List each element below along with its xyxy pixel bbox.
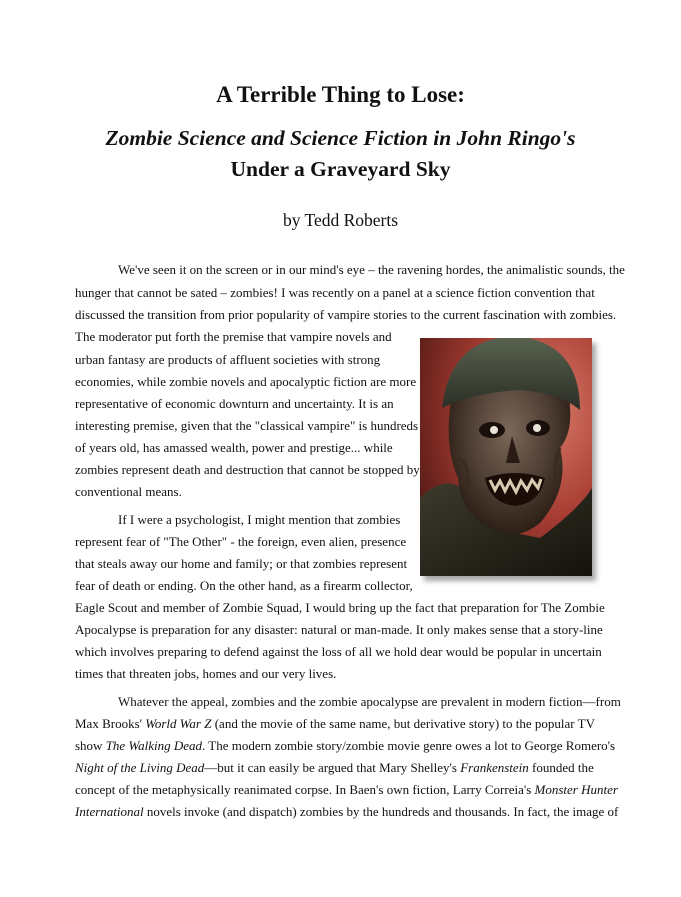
- text-line: discussed the transition from prior popularity of vampire stories to the current fascination with zombies.: [75, 307, 617, 322]
- text-line: The moderator put forth the premise that vampire novels and: [75, 329, 392, 344]
- zombie-illustration: [420, 338, 592, 576]
- text-line: conventional means.: [75, 484, 182, 499]
- article-subtitle: Zombie Science and Science Fiction in John Ringo's: [105, 126, 576, 150]
- text-line: economies, while zombie novels and apocalyptic fiction are more: [75, 374, 417, 389]
- article-subtitle-book: Under a Graveyard Sky: [230, 157, 451, 181]
- text-line: Whatever the appeal, zombies and the zombie apocalypse are prevalent in modern fiction—from: [118, 694, 621, 709]
- text-line: Eagle Scout and member of Zombie Squad, I would bring up the fact that preparation for The Zombie: [75, 600, 605, 615]
- text-line: hunger that cannot be sated – zombies! I was recently on a panel at a science fiction convention that: [75, 285, 595, 300]
- article-title: A Terrible Thing to Lose:: [216, 82, 465, 107]
- byline: by Tedd Roberts: [282, 210, 399, 230]
- text-line: show The Walking Dead. The modern zombie story/zombie movie genre owes a lot to George Romero's: [75, 738, 616, 753]
- text-line: fear of death or ending. On the other hand, as a firearm collector,: [75, 578, 413, 593]
- text-line: urban fantasy are products of affluent societies with strong: [75, 352, 381, 367]
- text-line: interesting premise, given that the "classical vampire" is hundreds: [75, 418, 419, 433]
- text-line: We've seen it on the screen or in our mind's eye – the ravening hordes, the animalistic sounds, the: [118, 262, 625, 277]
- text-line: Night of the Living Dead—but it can easily be argued that Mary Shelley's Frankenstein founded the: [75, 760, 594, 775]
- text-line: Max Brooks' World War Z (and the movie of the same name, but derivative story) to the popular TV: [75, 716, 595, 731]
- text-line: International novels invoke (and dispatch) zombies by the hundreds and thousands. In fact, the image of: [75, 804, 619, 819]
- text-line: zombies represent death and destruction that cannot be stopped by: [75, 462, 420, 477]
- text-line: that steals away our home and family; or that zombies represent: [75, 556, 408, 571]
- text-line: Apocalypse is preparation for any disaster: natural or man-made. It only makes sense that a story-line: [75, 622, 603, 637]
- text-line: represent fear of "The Other" - the foreign, even alien, presence: [75, 534, 407, 549]
- text-line: of years old, has amassed wealth, power and prestige... while: [75, 440, 393, 455]
- text-line: concept of the metaphysically reanimated corpse. In Baen's own fiction, Larry Correia's Monster Hunter: [75, 782, 618, 797]
- text-line: times that threaten jobs, homes and our very lives.: [75, 666, 337, 681]
- text-line: If I were a psychologist, I might mention that zombies: [118, 512, 401, 527]
- text-line: which involves preparing to defend against the loss of all we hold dear would be popular in uncertain: [75, 644, 602, 659]
- text-line: representative of economic downturn and uncertainty. It is an: [75, 396, 394, 411]
